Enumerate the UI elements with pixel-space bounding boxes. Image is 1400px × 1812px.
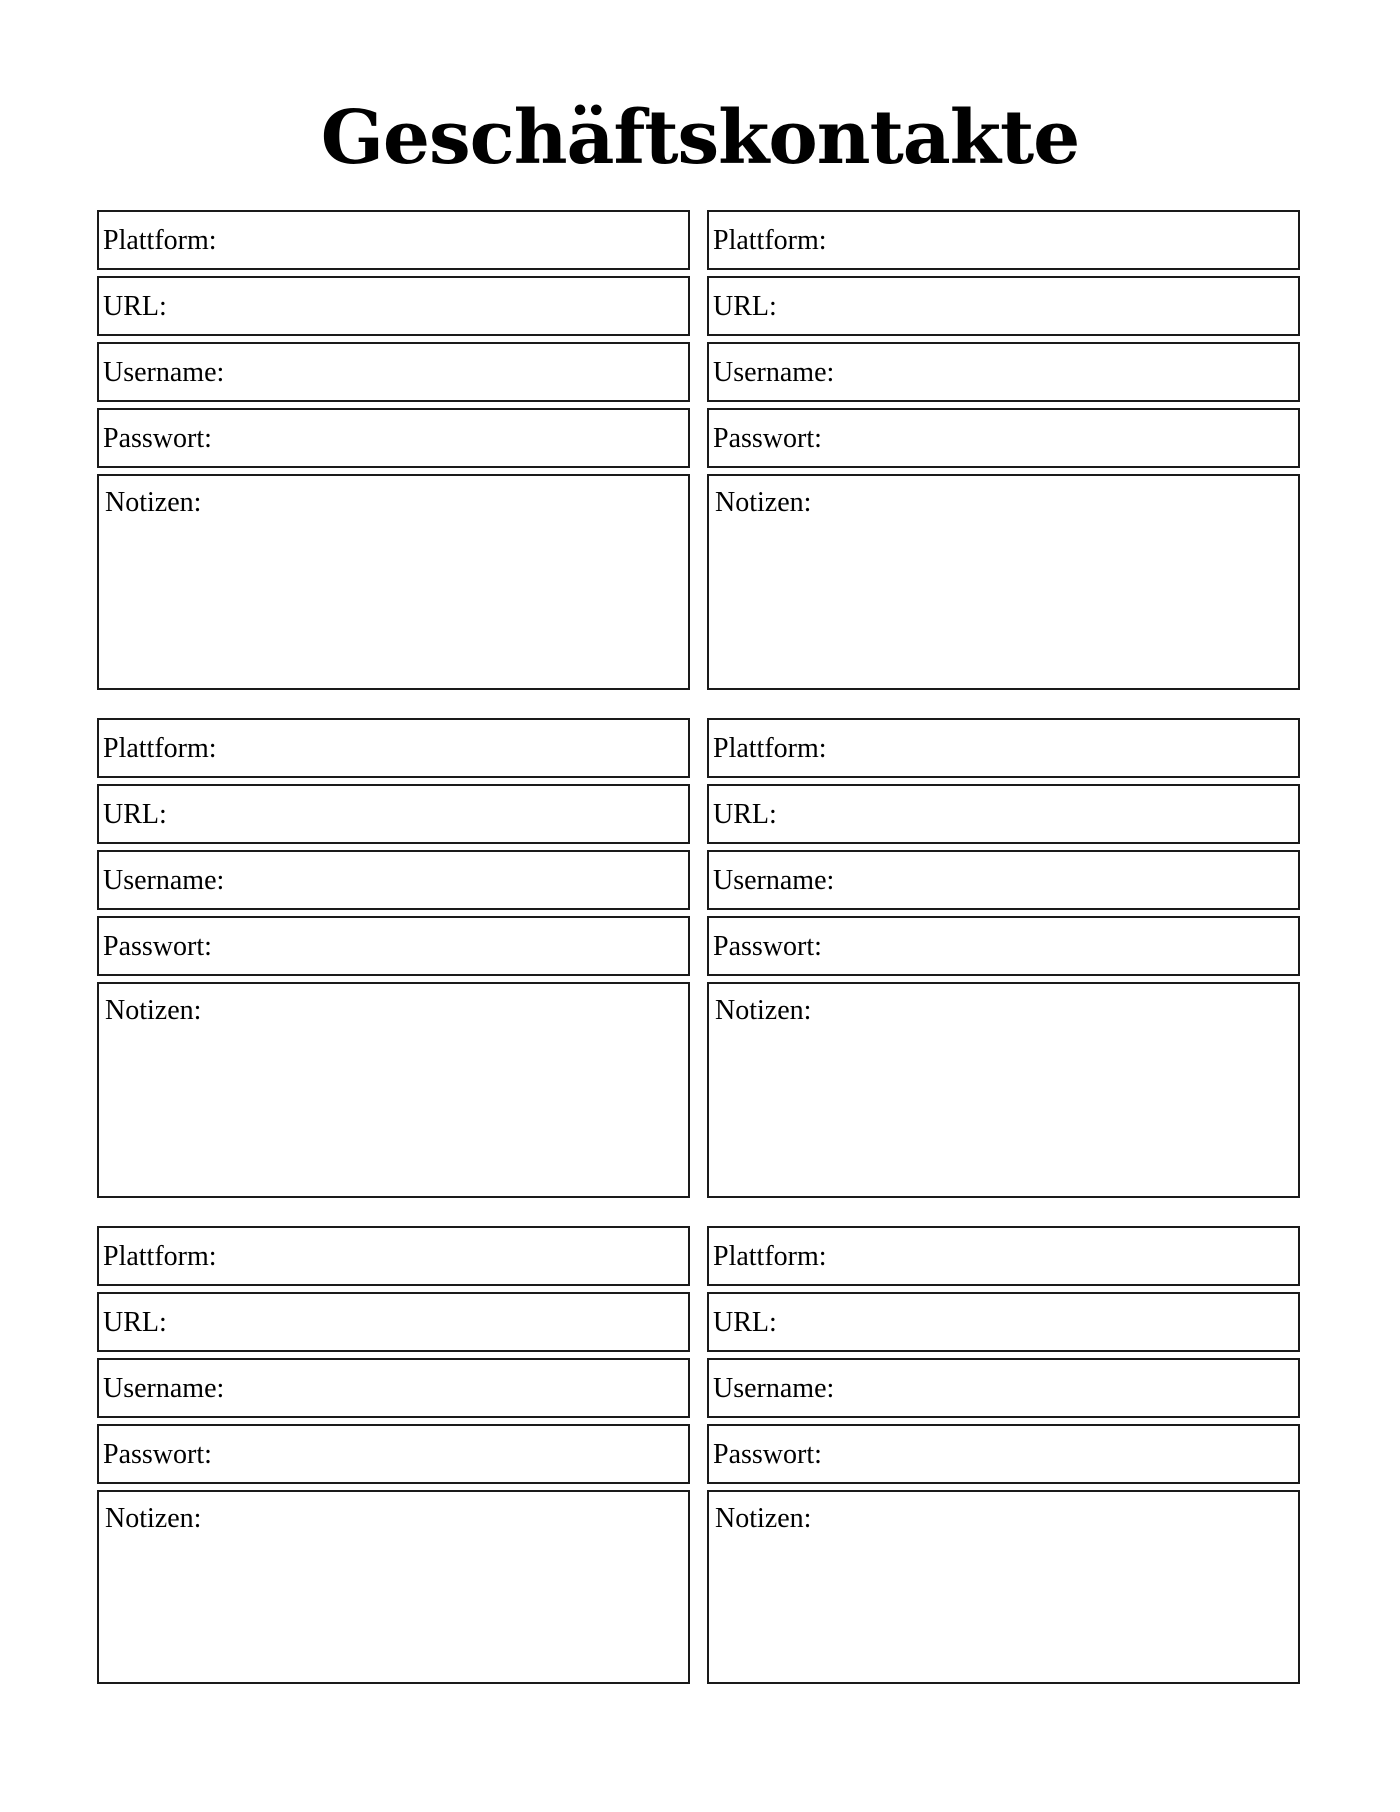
platform-field[interactable]: Plattform: xyxy=(707,1226,1300,1286)
username-field[interactable]: Username: xyxy=(707,850,1300,910)
notes-field[interactable]: Notizen: xyxy=(707,1490,1300,1684)
password-field[interactable]: Passwort: xyxy=(97,408,690,468)
notes-field[interactable]: Notizen: xyxy=(707,474,1300,690)
url-field[interactable]: URL: xyxy=(97,276,690,336)
contact-card xyxy=(97,210,690,690)
notes-field[interactable]: Notizen: xyxy=(97,1490,690,1684)
contact-card xyxy=(707,718,1300,1198)
url-field[interactable]: URL: xyxy=(707,784,1300,844)
password-field[interactable]: Passwort: xyxy=(707,1424,1300,1484)
contact-card xyxy=(97,1226,690,1684)
contact-card xyxy=(707,210,1300,690)
url-field[interactable]: URL: xyxy=(97,784,690,844)
url-field[interactable]: URL: xyxy=(707,1292,1300,1352)
page-title: Geschäftskontakte xyxy=(320,95,1080,181)
contact-grid xyxy=(97,210,1300,1684)
username-field[interactable]: Username: xyxy=(97,850,690,910)
username-field[interactable]: Username: xyxy=(707,342,1300,402)
platform-field[interactable]: Plattform: xyxy=(97,1226,690,1286)
password-field[interactable]: Passwort: xyxy=(97,1424,690,1484)
password-field[interactable]: Passwort: xyxy=(97,916,690,976)
username-field[interactable]: Username: xyxy=(97,1358,690,1418)
card-row xyxy=(97,210,1300,690)
card-row xyxy=(97,718,1300,1198)
platform-field[interactable]: Plattform: xyxy=(97,210,690,270)
card-row xyxy=(97,1226,1300,1684)
url-field[interactable]: URL: xyxy=(97,1292,690,1352)
notes-field[interactable]: Notizen: xyxy=(97,474,690,690)
url-field[interactable]: URL: xyxy=(707,276,1300,336)
platform-field[interactable]: Plattform: xyxy=(707,718,1300,778)
username-field[interactable]: Username: xyxy=(707,1358,1300,1418)
contact-card xyxy=(707,1226,1300,1684)
notes-field[interactable]: Notizen: xyxy=(707,982,1300,1198)
password-field[interactable]: Passwort: xyxy=(707,408,1300,468)
contact-card xyxy=(97,718,690,1198)
notes-field[interactable]: Notizen: xyxy=(97,982,690,1198)
username-field[interactable]: Username: xyxy=(97,342,690,402)
password-field[interactable]: Passwort: xyxy=(707,916,1300,976)
platform-field[interactable]: Plattform: xyxy=(97,718,690,778)
platform-field[interactable]: Plattform: xyxy=(707,210,1300,270)
